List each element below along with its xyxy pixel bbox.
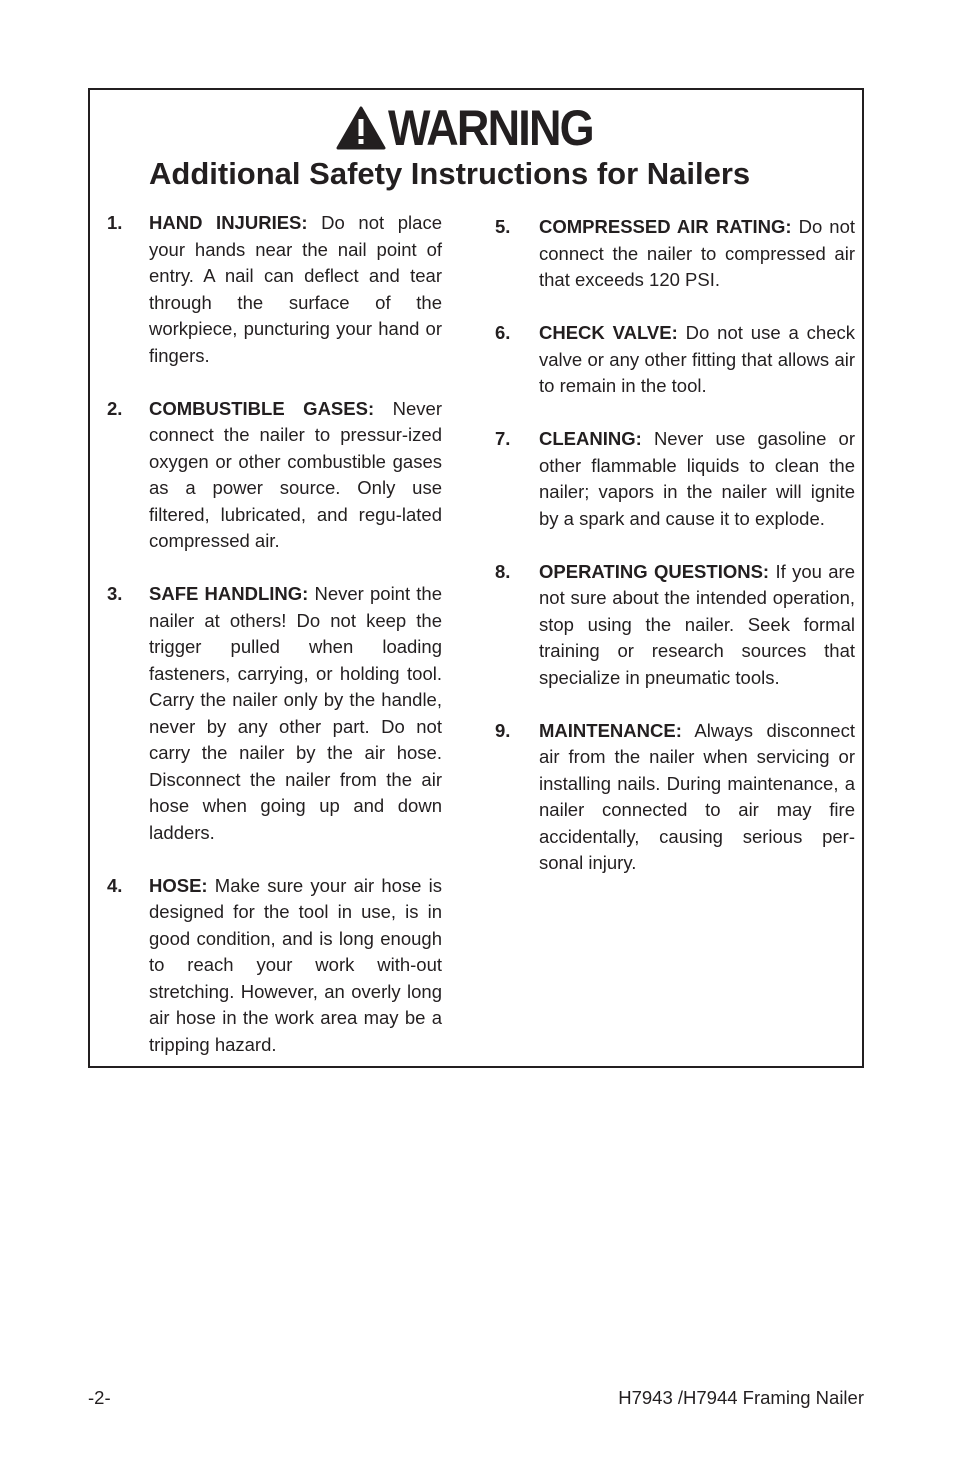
warning-triangle-icon (336, 106, 386, 150)
item-text: Never connect the nailer to pressur-ized oxygen or other combustible gases as a power source. Only use filtered, lubricated, and regu-lated compressed air. (149, 397, 442, 551)
section-subtitle: Additional Safety Instructions for Nailers (149, 156, 751, 191)
warning-header (90, 98, 862, 158)
list-item (495, 426, 855, 532)
item-heading: HOSE: (149, 874, 208, 896)
item-number: 5. (495, 216, 511, 237)
list-item (495, 320, 855, 400)
list-item (107, 396, 442, 555)
item-number: 6. (495, 322, 511, 343)
item-number: 1. (107, 212, 123, 233)
item-text: Do not place your hands near the nail point of entry. A nail can deflect and tear through the surface of the workpiece, puncturing your hand or fingers. (149, 212, 442, 366)
item-heading: COMPRESSED AIR RATING: (539, 216, 792, 237)
warning-box (88, 88, 864, 1068)
list-item (495, 214, 855, 294)
item-number: 7. (495, 428, 511, 449)
item-text: Do not use a check valve or any other fitting that allows air to remain in the tool. (539, 322, 855, 396)
item-text: Never use gasoline or other flammable liquids to clean the nailer; vapors in the nailer will ignite by a spark and cause it to explode. (539, 428, 855, 529)
item-number: 3. (107, 583, 123, 604)
item-number: 4. (107, 874, 123, 896)
list-item (107, 581, 442, 846)
item-heading: OPERATING QUESTIONS: (539, 560, 770, 582)
item-number: 8. (495, 560, 511, 582)
item-heading: CLEANING: (539, 428, 642, 449)
list-item (495, 559, 855, 692)
list-item (107, 873, 442, 1059)
item-text: If you are not sure about the intended operation, stop using the nailer. Seek formal training or research sources that specialize in pneumatic tools. (539, 560, 856, 688)
item-heading: HAND INJURIES: (149, 212, 308, 233)
item-number: 9. (495, 719, 511, 741)
footer-model: H7943 /H7944 Framing Nailer (618, 1387, 864, 1408)
item-text: Do not connect the nailer to compressed air that exceeds 120 PSI. (539, 216, 855, 290)
item-text: Make sure your air hose is designed for the tool in use, is in good condition, and is long enough to reach your work with-out stretching. However, an overly long air hose in the work area may be a tripping hazard. (149, 874, 442, 1055)
list-item (495, 718, 855, 877)
item-heading: MAINTENANCE: (539, 719, 682, 741)
item-heading: CHECK VALVE: (539, 322, 678, 343)
item-heading: COMBUSTIBLE GASES: (149, 397, 375, 419)
item-number: 2. (107, 397, 123, 419)
left-column (107, 210, 442, 1085)
right-column (495, 214, 855, 903)
warning-title: WARNING (388, 100, 594, 156)
page-number: -2- (88, 1387, 111, 1408)
item-text: Always disconnect air from the nailer when servicing or installing nails. During maintenance, a nailer connected to air may fire accidentally, causing serious per-sonal injury. (539, 719, 855, 873)
item-heading: SAFE HANDLING: (149, 583, 309, 604)
item-text: Never point the nailer at others! Do not keep the trigger pulled when loading fasteners, carrying, or holding tool. Carry the nailer only by the handle, never by any other part. Do not carry the nailer by the air hose. Disconnect the nailer from the air hose when going up and down ladders. (149, 583, 442, 843)
list-item (107, 210, 442, 369)
